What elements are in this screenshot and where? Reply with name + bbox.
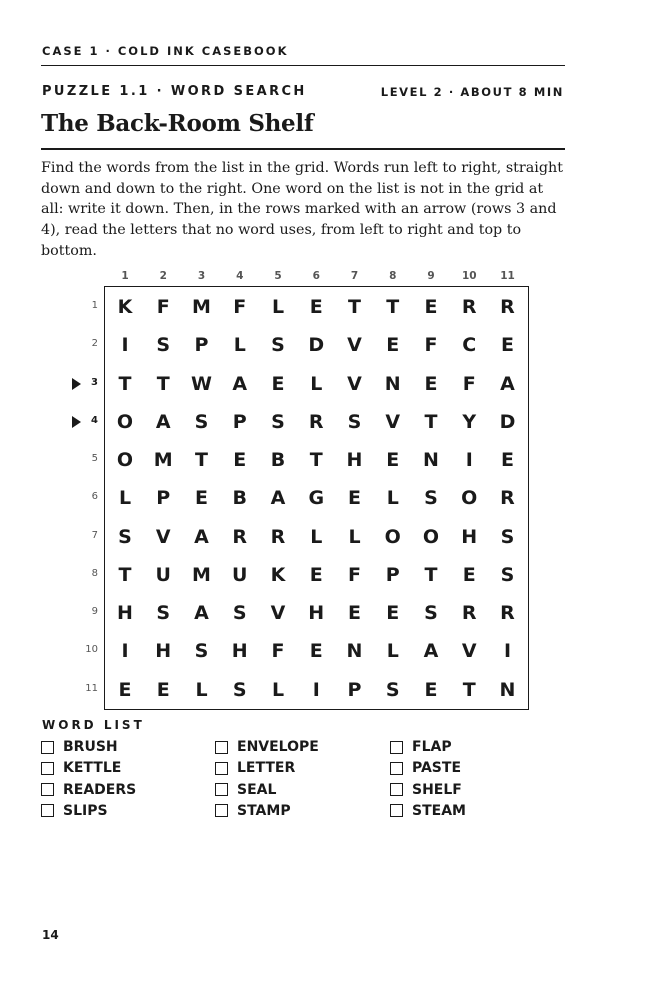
grid-letter[interactable]: E	[424, 372, 438, 395]
grid-letter[interactable]: M	[192, 563, 211, 586]
grid-letter[interactable]: P	[232, 410, 247, 433]
grid-letter[interactable]: S	[118, 525, 132, 548]
grid-letter[interactable]: P	[347, 678, 362, 701]
grid-letter[interactable]: L	[195, 678, 208, 701]
grid-letter[interactable]: L	[386, 487, 399, 510]
grid-letter[interactable]: O	[422, 525, 440, 548]
grid-letter[interactable]: A	[270, 487, 286, 510]
row-number: 5	[91, 453, 98, 464]
grid-letter[interactable]: O	[116, 449, 134, 471]
word-list-item	[390, 738, 452, 756]
grid-letter[interactable]: H	[231, 640, 248, 663]
grid-letter[interactable]: V	[347, 334, 362, 357]
grid-letter[interactable]: E	[271, 372, 285, 395]
word-checkbox[interactable]	[390, 762, 403, 775]
grid-letter[interactable]: M	[192, 296, 211, 318]
word-label: SHELF	[412, 781, 462, 798]
grid-letter[interactable]: O	[461, 487, 478, 510]
grid-letter[interactable]: T	[118, 563, 132, 586]
word-label: READERS	[63, 781, 137, 798]
word-label: LETTER	[237, 760, 296, 777]
word-checkbox[interactable]	[390, 741, 403, 754]
grid-letter[interactable]: A	[500, 372, 515, 395]
grid-letter[interactable]: F	[271, 640, 285, 663]
grid-letter[interactable]: F	[424, 334, 438, 357]
grid-letter[interactable]: T	[195, 449, 208, 471]
grid-letter[interactable]: E	[309, 640, 323, 663]
grid-letter[interactable]: F	[348, 563, 361, 586]
grid-letter[interactable]: N	[346, 640, 363, 663]
word-list-item	[41, 781, 136, 799]
row-number: 1	[91, 300, 98, 311]
row-marker-arrow-icon	[72, 416, 81, 428]
grid-letter[interactable]: H	[461, 525, 478, 548]
grid-letter[interactable]: T	[424, 563, 438, 586]
grid-letter[interactable]: S	[500, 525, 515, 548]
grid-letter[interactable]: W	[191, 372, 212, 395]
grid-letter[interactable]: E	[156, 678, 170, 701]
grid-letter[interactable]: E	[501, 449, 514, 471]
word-list-item	[390, 781, 462, 799]
grid-letter[interactable]: E	[348, 487, 361, 510]
grid-letter[interactable]: I	[121, 640, 129, 663]
title-rule	[41, 148, 565, 150]
grid-letter[interactable]: E	[462, 563, 476, 586]
grid-letter[interactable]: K	[117, 296, 133, 318]
grid-letter[interactable]: Y	[462, 410, 477, 433]
grid-letter[interactable]: S	[194, 410, 209, 433]
grid-letter[interactable]: I	[503, 640, 512, 663]
column-number: 6	[312, 270, 320, 282]
grid-letter[interactable]: L	[310, 525, 323, 548]
grid-letter[interactable]: S	[271, 334, 285, 357]
grid-letter[interactable]: T	[348, 296, 361, 318]
grid-letter[interactable]: S	[385, 678, 400, 701]
column-number: 10	[461, 270, 477, 282]
word-list-item	[41, 738, 118, 756]
grid-letter[interactable]: S	[500, 563, 515, 586]
row-number: 8	[91, 567, 98, 579]
grid-letter[interactable]: N	[384, 372, 401, 395]
row-number: 6	[91, 491, 98, 503]
grid-letter[interactable]: A	[194, 602, 209, 624]
grid-letter[interactable]: F	[233, 296, 247, 318]
header-rule	[41, 65, 565, 66]
word-label: STEAM	[412, 802, 466, 819]
grid-letter[interactable]: P	[194, 334, 209, 357]
word-label: SLIPS	[63, 802, 108, 819]
grid-letter[interactable]: N	[499, 678, 516, 701]
grid-letter[interactable]: E	[233, 449, 247, 471]
word-checkbox[interactable]	[215, 783, 228, 796]
grid-letter[interactable]: V	[347, 372, 362, 395]
word-list-item	[215, 802, 291, 820]
grid-letter[interactable]: E	[118, 678, 132, 701]
word-checkbox[interactable]	[41, 762, 54, 775]
word-checkbox[interactable]	[215, 741, 228, 754]
grid-letter[interactable]: D	[308, 334, 325, 357]
grid-letter[interactable]: S	[232, 602, 247, 624]
grid-letter[interactable]: L	[310, 372, 323, 395]
grid-letter[interactable]: S	[271, 410, 285, 433]
grid-letter[interactable]: O	[116, 410, 134, 433]
grid-letter[interactable]: R	[500, 487, 515, 510]
grid-letter[interactable]: A	[232, 372, 248, 395]
grid-letter[interactable]: L	[233, 334, 246, 357]
grid-letter[interactable]: K	[270, 563, 286, 586]
row-number: 2	[91, 338, 98, 350]
grid-letter[interactable]: V	[385, 410, 401, 433]
word-label: SEAL	[237, 781, 277, 798]
word-list-item	[41, 759, 121, 777]
grid-letter[interactable]: V	[461, 640, 477, 663]
running-head: CASE 1 · COLD INK CASEBOOK	[42, 44, 289, 58]
word-label: KETTLE	[63, 760, 122, 777]
column-number: 11	[500, 270, 515, 282]
grid-letter[interactable]: P	[156, 487, 171, 510]
grid-letter[interactable]: E	[309, 563, 323, 586]
grid-letter[interactable]: I	[465, 449, 473, 471]
grid-letter[interactable]: R	[270, 525, 286, 548]
row-number: 3	[91, 376, 98, 388]
word-label: STAMP	[237, 802, 291, 819]
grid-letter[interactable]: L	[386, 640, 399, 663]
row-number: 11	[85, 682, 98, 694]
grid-letter[interactable]: S	[424, 602, 438, 624]
grid-letter[interactable]: S	[347, 410, 362, 433]
word-checkbox[interactable]	[390, 804, 403, 817]
grid-letter[interactable]: T	[118, 372, 132, 395]
grid-letter[interactable]: R	[500, 296, 515, 318]
grid-letter[interactable]: E	[424, 678, 438, 701]
grid-letter[interactable]: L	[118, 487, 132, 510]
row-number: 9	[91, 606, 98, 617]
word-list-item	[215, 759, 295, 777]
grid-letter[interactable]: H	[155, 640, 172, 663]
grid-letter[interactable]: R	[461, 296, 477, 318]
grid-letter[interactable]: R	[461, 602, 477, 624]
grid-letter[interactable]: E	[424, 296, 438, 318]
word-checkbox[interactable]	[390, 783, 403, 796]
grid-letter[interactable]: C	[462, 334, 477, 357]
grid-letter[interactable]: L	[271, 296, 285, 318]
grid-letter[interactable]: S	[194, 640, 209, 663]
difficulty-label: LEVEL 2 · ABOUT 8 MIN	[380, 85, 564, 99]
column-number: 2	[159, 270, 167, 282]
column-number: 1	[121, 270, 129, 282]
grid-letter[interactable]: T	[424, 410, 438, 433]
word-checkbox[interactable]	[215, 804, 228, 817]
grid-letter[interactable]: I	[121, 334, 129, 357]
grid-letter[interactable]: L	[348, 525, 361, 548]
grid-letter[interactable]: H	[117, 602, 133, 624]
puzzle-label: PUZZLE 1.1 · WORD SEARCH	[42, 84, 307, 99]
word-label: FLAP	[412, 739, 452, 755]
puzzle-instructions: Find the words from the list in the grid. Words run left to right, straight down and down to the right. One word on the list is not in the grid at all: write it down. Then, in the rows marked with an arrow (rows 3 and 4), read the letters that no word uses, from left to right and top to bottom.	[41, 160, 563, 259]
grid-letter[interactable]: N	[423, 449, 439, 471]
grid-letter[interactable]: L	[271, 678, 285, 701]
column-number: 4	[236, 270, 244, 282]
word-search-grid	[104, 286, 529, 710]
row-number: 7	[91, 529, 98, 541]
grid-letter[interactable]: H	[308, 602, 325, 624]
column-number: 7	[350, 270, 359, 282]
word-list-item	[390, 759, 461, 777]
grid-letter[interactable]: B	[232, 487, 247, 510]
grid-letter[interactable]: E	[309, 296, 323, 318]
grid-letter[interactable]: S	[156, 602, 171, 624]
grid-letter[interactable]: U	[232, 563, 248, 586]
word-checkbox[interactable]	[41, 804, 54, 817]
grid-letter[interactable]: E	[501, 334, 514, 357]
page-number: 14	[42, 928, 59, 942]
column-number: 9	[427, 270, 435, 282]
grid-letter[interactable]: H	[346, 449, 363, 471]
grid-letter[interactable]: E	[195, 487, 208, 510]
grid-letter[interactable]: E	[386, 449, 400, 471]
grid-letter[interactable]: T	[309, 449, 323, 471]
grid-letter[interactable]: V	[270, 602, 286, 624]
grid-letter[interactable]: F	[462, 372, 476, 395]
grid-letter[interactable]: R	[500, 602, 515, 624]
grid-letter[interactable]: S	[232, 678, 247, 701]
grid-letter[interactable]: O	[384, 525, 401, 548]
grid-letter[interactable]: T	[462, 678, 476, 701]
grid-letter[interactable]: F	[156, 296, 170, 318]
grid-letter[interactable]: R	[308, 410, 324, 433]
grid-letter[interactable]: E	[386, 602, 400, 624]
row-number: 4	[91, 414, 98, 426]
word-list-item	[41, 802, 108, 820]
word-list-item	[390, 802, 466, 820]
grid-letter[interactable]: U	[155, 563, 171, 586]
grid-letter[interactable]: R	[232, 525, 248, 548]
row-marker-arrow-icon	[72, 378, 81, 390]
grid-letter[interactable]: I	[312, 678, 320, 701]
word-label: PASTE	[412, 760, 462, 777]
word-checkbox[interactable]	[41, 741, 54, 754]
grid-letter[interactable]: M	[153, 449, 173, 471]
word-list-item	[215, 781, 276, 799]
grid-letter[interactable]: P	[385, 563, 400, 586]
grid-letter[interactable]: B	[270, 449, 286, 471]
column-number: 5	[274, 270, 282, 282]
grid-letter[interactable]: T	[156, 372, 170, 395]
puzzle-title: The Back-Room Shelf	[41, 110, 314, 137]
grid-letter[interactable]: S	[424, 487, 438, 510]
grid-letter[interactable]: V	[155, 525, 171, 548]
grid-letter[interactable]: A	[423, 640, 439, 663]
word-label: ENVELOPE	[237, 739, 319, 755]
grid-letter[interactable]: D	[499, 410, 516, 433]
row-number: 10	[85, 644, 98, 656]
word-checkbox[interactable]	[41, 783, 54, 796]
grid-letter[interactable]: A	[194, 525, 209, 548]
word-checkbox[interactable]	[215, 762, 228, 775]
word-list-heading: WORD LIST	[42, 718, 145, 732]
grid-letter[interactable]: G	[308, 487, 325, 510]
word-label: BRUSH	[63, 739, 118, 755]
column-number: 3	[197, 270, 206, 282]
word-list-item	[215, 738, 319, 756]
grid-letter[interactable]: E	[386, 334, 400, 357]
grid-letter[interactable]: E	[348, 602, 361, 624]
grid-letter[interactable]: S	[156, 334, 171, 357]
grid-letter[interactable]: A	[155, 410, 171, 433]
column-number: 8	[389, 270, 397, 282]
grid-letter[interactable]: T	[386, 296, 400, 318]
